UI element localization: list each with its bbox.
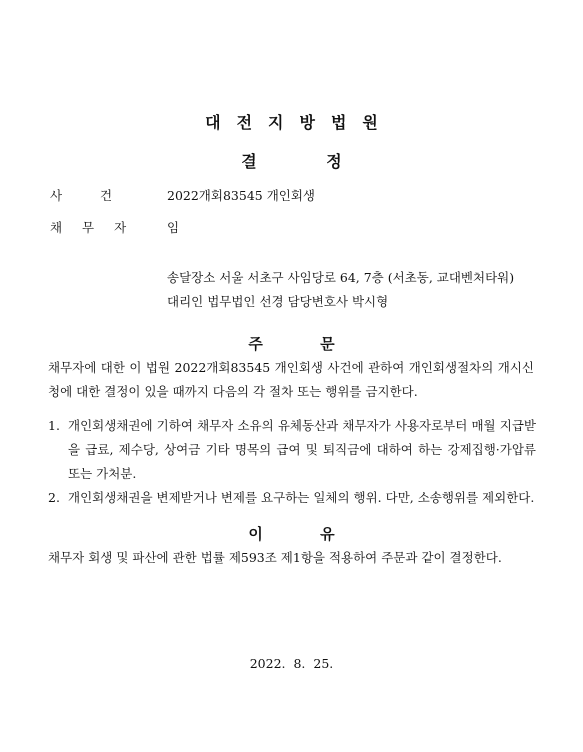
order-paragraph: 채무자에 대한 이 법원 2022개회83545 개인회생 사건에 관하여 개인회생절차의 개시신청에 대한 결정이 있을 때까지 다음의 각 절차 또는 행위를 금지한다.: [48, 360, 534, 399]
legal-agent: 대리인 법무법인 선경 담당변호사 박시형: [167, 294, 389, 309]
order-item-number: 2.: [48, 490, 60, 505]
order-item: [48, 414, 536, 486]
reason-paragraph: 채무자 회생 및 파산에 관한 법률 제593조 제1항을 적용하여 주문과 같이 결정한다.: [48, 550, 502, 565]
order-item: [48, 486, 536, 510]
order-section-title: 주 문: [248, 335, 335, 353]
reason-section-title: 이 유: [248, 525, 335, 543]
decision-date: 2022. 8. 25.: [249, 656, 334, 671]
case-label: 사 건: [50, 188, 113, 203]
order-item-number: 1.: [48, 418, 60, 433]
debtor-name: 임: [167, 220, 180, 235]
debtor-label: 채 무 자: [50, 220, 127, 235]
service-address: 송달장소 서울 서초구 사임당로 64, 7층 (서초동, 교대벤처타워): [167, 270, 515, 285]
order-item-text: 개인회생채권에 기하여 채무자 소유의 유체동산과 채무자가 사용자로부터 매월 지급받을 급료, 제수당, 상여금 기타 명목의 급여 및 퇴직금에 대하여 하는 강제집행·가압류 또는 가처분.: [68, 418, 536, 481]
document-type-title: 결 정: [241, 152, 342, 171]
case-number: 2022개회83545 개인회생: [167, 188, 315, 203]
order-item-list: [48, 414, 536, 510]
order-item-text: 개인회생채권을 변제받거나 변제를 요구하는 일체의 행위. 다만, 소송행위를 제외한다.: [68, 490, 535, 505]
court-name: 대전지방법원: [205, 113, 394, 132]
